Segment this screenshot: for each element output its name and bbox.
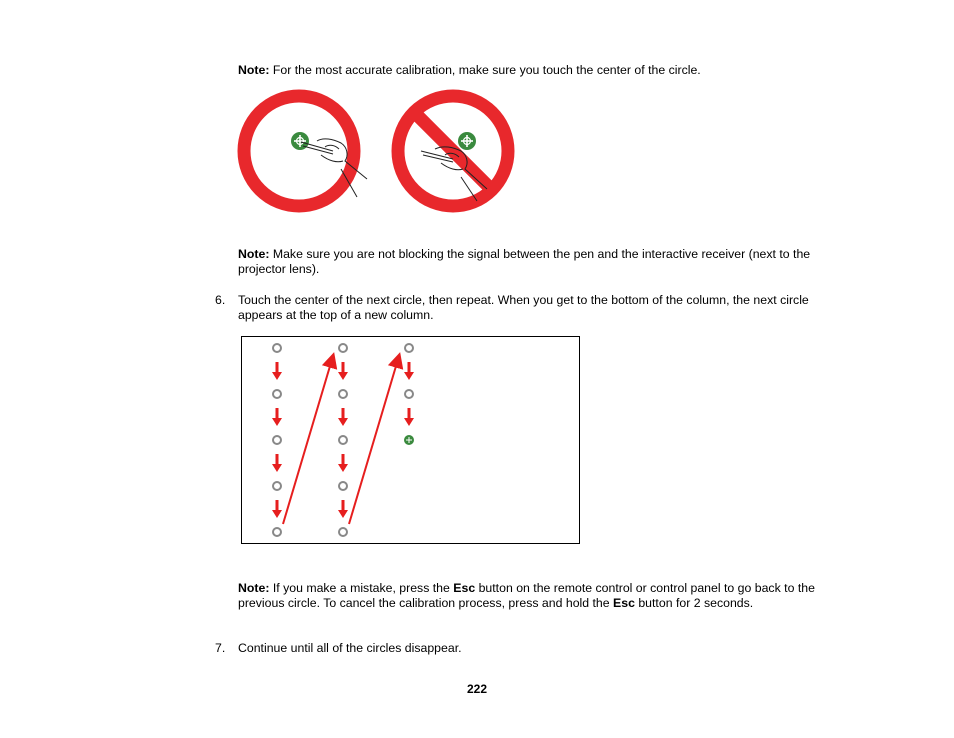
page-number: 222 (466, 682, 488, 696)
note-mistake (238, 581, 823, 610)
esc-key-label: Esc (453, 581, 476, 595)
step-text: Continue until all of the circles disappear. (238, 641, 462, 655)
target-icon (458, 132, 476, 150)
correct-touch-illustration (237, 89, 367, 219)
note-text: If you make a mistake, press the (269, 581, 454, 595)
note-text: For the most accurate calibration, make sure you touch the center of the circle. (269, 63, 701, 77)
note-label: Note: (238, 581, 270, 595)
step-number: 6. (215, 293, 226, 307)
note-correct-touch (238, 63, 838, 78)
calibration-sequence-diagram (241, 336, 581, 544)
incorrect-touch-illustration (391, 89, 521, 219)
step-text: Touch the center of the next circle, then repeat. When you get to the bottom of the column, the next circle appears at the top of a new column. (238, 293, 809, 322)
esc-key-label: Esc (613, 595, 635, 610)
note-text: button for 2 seconds. (634, 595, 754, 610)
note-text: button on the remote control or control panel to go back to the previous circle. To cancel the calibration process, press and hold the (238, 581, 815, 610)
step-number: 7. (215, 641, 226, 655)
note-signal (238, 247, 818, 276)
note-text: Make sure you are not blocking the signal between the pen and the interactive receiver (next to the projector lens). (238, 247, 811, 276)
note-label: Note: (238, 247, 270, 261)
note-label: Note: (238, 63, 270, 77)
